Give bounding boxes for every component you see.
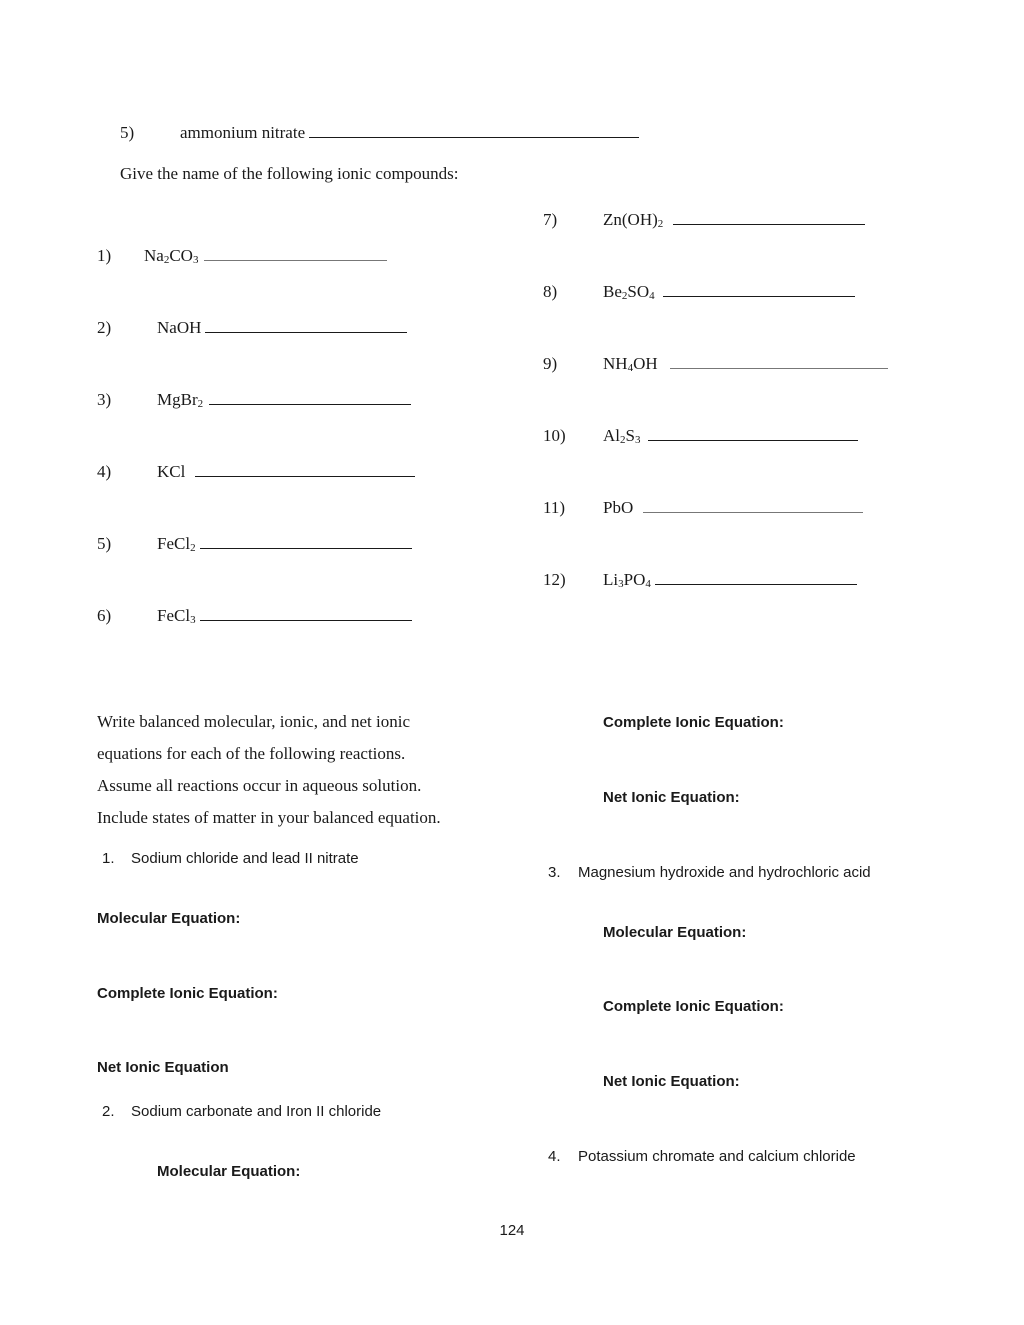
reaction-number: 2.	[102, 1103, 115, 1120]
top-item-text: ammonium nitrate	[180, 123, 306, 142]
formula-al2s3: $Al_2S_3$	[603, 426, 641, 446]
compound-item	[97, 245, 387, 266]
reaction-number: 4.	[548, 1148, 561, 1165]
formula-nh4oh: $NH_4OH$	[603, 354, 658, 374]
instruction-line: equations for each of the following reactions.	[97, 744, 406, 763]
item-number: 9)	[543, 354, 558, 373]
reaction-1	[102, 850, 359, 867]
instruction-line: Write balanced molecular, ionic, and net ionic	[97, 712, 411, 731]
molecular-equation-label: Molecular Equation:	[603, 924, 747, 941]
answer-line[interactable]	[673, 209, 865, 225]
formula-li3po4: $Li_3PO_4$	[603, 570, 651, 590]
instruction-line: Assume all reactions occur in aqueous solution.	[97, 776, 422, 795]
reaction-3	[548, 864, 871, 881]
answer-line[interactable]	[204, 245, 387, 261]
item-number: 11)	[543, 498, 566, 517]
item-number: 2)	[97, 318, 112, 337]
complete-ionic-equation-label: Complete Ionic Equation:	[603, 998, 784, 1015]
item-number: 8)	[543, 282, 558, 301]
formula-fecl2: FeCl$_2$	[157, 534, 196, 554]
top-item-number: 5)	[120, 123, 135, 142]
item-number: 5)	[97, 534, 112, 553]
reaction-text: Potassium chromate and calcium chloride	[578, 1148, 856, 1165]
answer-line[interactable]	[200, 533, 412, 549]
reaction-text: Sodium chloride and lead II nitrate	[131, 850, 359, 867]
formula-pbo: PbO	[603, 498, 634, 517]
reaction-2	[102, 1103, 381, 1120]
formula-mgbr2: MgBr$_2$	[157, 390, 204, 410]
reaction-number: 1.	[102, 850, 115, 867]
answer-line[interactable]	[200, 605, 412, 621]
formula-be2so4: $Be_2SO_4$	[603, 282, 655, 302]
compound-item	[543, 209, 865, 230]
compound-item	[97, 533, 412, 554]
item-number: 6)	[97, 606, 112, 625]
net-ionic-equation-label: Net Ionic Equation:	[603, 1073, 740, 1090]
answer-line[interactable]	[655, 569, 857, 585]
reaction-text: Magnesium hydroxide and hydrochloric acid	[578, 864, 871, 881]
item-number: 10)	[543, 426, 566, 445]
answer-line[interactable]	[648, 425, 858, 441]
reaction-number: 3.	[548, 864, 561, 881]
formula-zn-oh-2: $Zn(OH)_2$	[603, 210, 664, 230]
net-ionic-equation-label: Net Ionic Equation:	[603, 789, 740, 806]
compound-item	[543, 569, 857, 590]
top-item	[120, 122, 639, 143]
compound-item	[97, 605, 412, 626]
compound-item	[543, 353, 888, 374]
compound-item	[97, 461, 415, 482]
answer-line[interactable]	[205, 317, 407, 333]
answer-line[interactable]	[209, 389, 411, 405]
formula-naoh: NaOH	[157, 318, 202, 337]
instruction-line: Include states of matter in your balanced equation.	[97, 808, 441, 827]
answer-line[interactable]	[643, 497, 863, 513]
item-number: 3)	[97, 390, 112, 409]
compound-item	[543, 497, 863, 518]
net-ionic-equation-label: Net Ionic Equation	[97, 1059, 229, 1076]
compound-item	[543, 281, 855, 302]
section-heading: Give the name of the following ionic compounds:	[120, 164, 459, 183]
item-number: 7)	[543, 210, 558, 229]
formula-na2co3: $Na_2CO_3$	[144, 246, 199, 266]
answer-line[interactable]	[670, 353, 888, 369]
instructions	[97, 706, 441, 834]
complete-ionic-equation-label: Complete Ionic Equation:	[97, 985, 278, 1002]
answer-line[interactable]	[195, 461, 415, 477]
answer-line[interactable]	[309, 122, 639, 138]
answer-line[interactable]	[663, 281, 855, 297]
item-number: 1)	[97, 246, 112, 265]
item-number: 4)	[97, 462, 112, 481]
molecular-equation-label: Molecular Equation:	[97, 910, 241, 927]
molecular-equation-label: Molecular Equation:	[157, 1163, 301, 1180]
formula-fecl3: FeCl$_3$	[157, 606, 196, 626]
formula-kcl: KCl	[157, 462, 186, 481]
page-number: 124	[499, 1222, 525, 1239]
complete-ionic-equation-label: Complete Ionic Equation:	[603, 714, 784, 731]
reaction-text: Sodium carbonate and Iron II chloride	[131, 1103, 382, 1120]
reaction-4	[548, 1148, 856, 1165]
compound-item	[97, 389, 411, 410]
compound-item	[97, 317, 407, 338]
compound-item	[543, 425, 858, 446]
item-number: 12)	[543, 570, 566, 589]
